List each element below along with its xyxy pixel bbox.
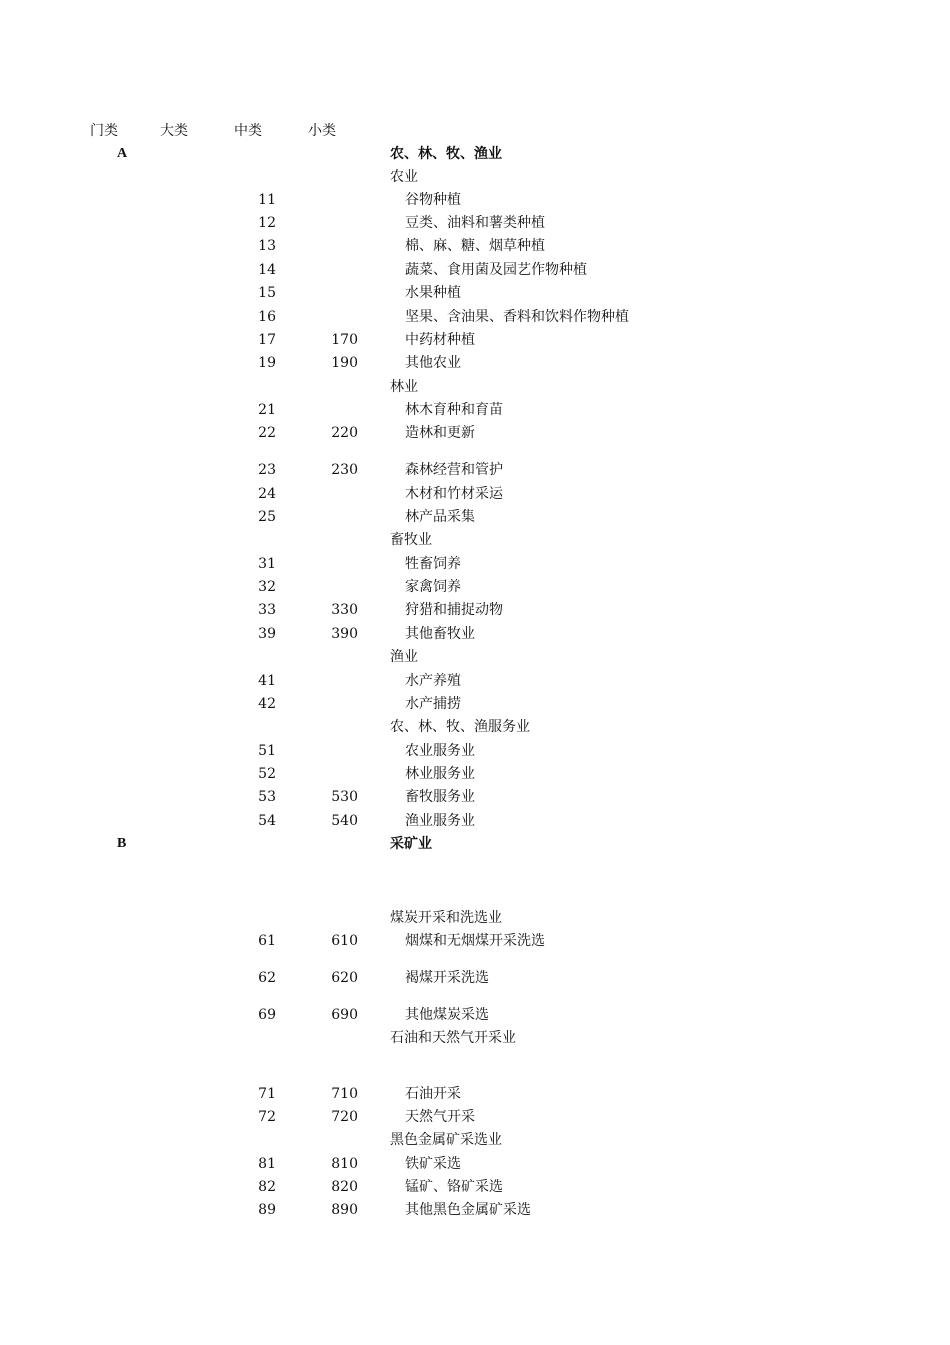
mid-code: 17: [258, 332, 276, 348]
small-code: 710: [331, 1086, 358, 1102]
table-row: [0, 485, 950, 503]
door-code: A: [117, 146, 128, 161]
category-name: 畜牧业: [390, 532, 432, 548]
table-row: [0, 788, 950, 806]
mid-code: 13: [258, 238, 276, 254]
category-name: 造林和更新: [405, 425, 475, 441]
mid-code: 22: [258, 425, 276, 441]
small-code: 820: [331, 1179, 358, 1195]
category-name: 其他黑色金属矿采选: [405, 1202, 531, 1218]
table-row: [0, 508, 950, 526]
category-name: 坚果、含油果、香料和饮料作物种植: [405, 309, 629, 325]
mid-code: 53: [258, 789, 276, 805]
door-code: B: [117, 836, 127, 851]
mid-code: 11: [258, 192, 276, 208]
category-name: 木材和竹材采运: [405, 486, 503, 502]
table-row: [0, 214, 950, 232]
category-name: 水果种植: [405, 285, 461, 301]
table-row: [0, 765, 950, 783]
category-name: 渔业: [390, 649, 418, 665]
category-name: 石油和天然气开采业: [390, 1030, 516, 1046]
table-row: [0, 168, 950, 186]
table-row: [0, 1178, 950, 1196]
table-row: [0, 531, 950, 549]
mid-code: 54: [258, 813, 276, 829]
table-row: [0, 354, 950, 372]
category-name: 家禽饲养: [405, 579, 461, 595]
small-code: 690: [331, 1007, 358, 1023]
table-row: [0, 284, 950, 302]
table-row: [0, 932, 950, 950]
table-row: [0, 578, 950, 596]
small-code: 170: [331, 332, 358, 348]
table-row: [0, 625, 950, 643]
mid-code: 72: [258, 1109, 276, 1125]
category-name: 畜牧服务业: [405, 789, 475, 805]
category-name: 黑色金属矿采选业: [390, 1132, 502, 1148]
category-name: 林产品采集: [405, 509, 475, 525]
mid-code: 51: [258, 743, 276, 759]
category-name: 中药材种植: [405, 332, 475, 348]
category-name: 其他农业: [405, 355, 461, 371]
mid-code: 33: [258, 602, 276, 618]
small-code: 540: [331, 813, 358, 829]
table-row: [0, 191, 950, 209]
table-row: [0, 1108, 950, 1126]
mid-code: 12: [258, 215, 276, 231]
table-row: [0, 672, 950, 690]
table-row: [0, 145, 950, 163]
table-row: [0, 331, 950, 349]
category-name: 林木育种和育苗: [405, 402, 503, 418]
category-name: 水产养殖: [405, 673, 461, 689]
small-code: 230: [331, 462, 358, 478]
category-name: 渔业服务业: [405, 813, 475, 829]
category-name: 农、林、牧、渔服务业: [390, 719, 530, 735]
table-row: [0, 1085, 950, 1103]
category-name: 其他畜牧业: [405, 626, 475, 642]
table-row: [0, 424, 950, 442]
table-row: [0, 835, 950, 853]
mid-code: 19: [258, 355, 276, 371]
mid-code: 81: [258, 1156, 276, 1172]
small-code: 390: [331, 626, 358, 642]
mid-code: 41: [258, 673, 276, 689]
small-code: 810: [331, 1156, 358, 1172]
category-name: 锰矿、铬矿采选: [405, 1179, 503, 1195]
small-code: 330: [331, 602, 358, 618]
table-row: [0, 1201, 950, 1219]
mid-code: 52: [258, 766, 276, 782]
small-code: 220: [331, 425, 358, 441]
mid-code: 14: [258, 262, 276, 278]
table-row: [0, 237, 950, 255]
table-row: [0, 909, 950, 927]
table-row: [0, 695, 950, 713]
category-name: 森林经营和管护: [405, 462, 503, 478]
category-name: 石油开采: [405, 1086, 461, 1102]
mid-code: 16: [258, 309, 276, 325]
mid-code: 25: [258, 509, 276, 525]
category-name: 谷物种植: [405, 192, 461, 208]
category-name: 采矿业: [390, 836, 432, 852]
table-row: [0, 1155, 950, 1173]
table-row: [0, 969, 950, 987]
category-name: 棉、麻、糖、烟草种植: [405, 238, 545, 254]
table-row: [0, 601, 950, 619]
category-name: 天然气开采: [405, 1109, 475, 1125]
table-row: [0, 742, 950, 760]
table-row: [0, 1131, 950, 1149]
mid-code: 71: [258, 1086, 276, 1102]
mid-code: 62: [258, 970, 276, 986]
category-name: 农业服务业: [405, 743, 475, 759]
table-row: [0, 1006, 950, 1024]
mid-code: 42: [258, 696, 276, 712]
table-row: [0, 555, 950, 573]
table-row: [0, 648, 950, 666]
mid-code: 69: [258, 1007, 276, 1023]
category-name: 蔬菜、食用菌及园艺作物种植: [405, 262, 587, 278]
small-code: 890: [331, 1202, 358, 1218]
category-name: 烟煤和无烟煤开采洗选: [405, 933, 545, 949]
small-code: 190: [331, 355, 358, 371]
table-row: [0, 461, 950, 479]
header-door: 门类: [90, 123, 118, 139]
category-name: 铁矿采选: [405, 1156, 461, 1172]
category-name: 林业: [390, 379, 418, 395]
category-name: 牲畜饲养: [405, 556, 461, 572]
category-name: 其他煤炭采选: [405, 1007, 489, 1023]
header-small: 小类: [308, 123, 336, 139]
category-name: 煤炭开采和洗选业: [390, 910, 502, 926]
header-mid: 中类: [234, 123, 262, 139]
mid-code: 23: [258, 462, 276, 478]
mid-code: 24: [258, 486, 276, 502]
category-name: 农业: [390, 169, 418, 185]
category-name: 林业服务业: [405, 766, 475, 782]
small-code: 720: [331, 1109, 358, 1125]
mid-code: 31: [258, 556, 276, 572]
mid-code: 32: [258, 579, 276, 595]
category-name: 狩猎和捕捉动物: [405, 602, 503, 618]
table-row: [0, 1029, 950, 1047]
mid-code: 82: [258, 1179, 276, 1195]
mid-code: 21: [258, 402, 276, 418]
small-code: 530: [331, 789, 358, 805]
small-code: 610: [331, 933, 358, 949]
category-name: 褐煤开采洗选: [405, 970, 489, 986]
mid-code: 15: [258, 285, 276, 301]
table-row: [0, 812, 950, 830]
table-row: [0, 718, 950, 736]
mid-code: 89: [258, 1202, 276, 1218]
table-row: [0, 401, 950, 419]
category-name: 农、林、牧、渔业: [390, 146, 502, 162]
mid-code: 39: [258, 626, 276, 642]
mid-code: 61: [258, 933, 276, 949]
category-name: 水产捕捞: [405, 696, 461, 712]
table-row: [0, 308, 950, 326]
header-big: 大类: [160, 123, 188, 139]
table-row: [0, 378, 950, 396]
small-code: 620: [331, 970, 358, 986]
category-name: 豆类、油料和薯类种植: [405, 215, 545, 231]
table-row: [0, 261, 950, 279]
